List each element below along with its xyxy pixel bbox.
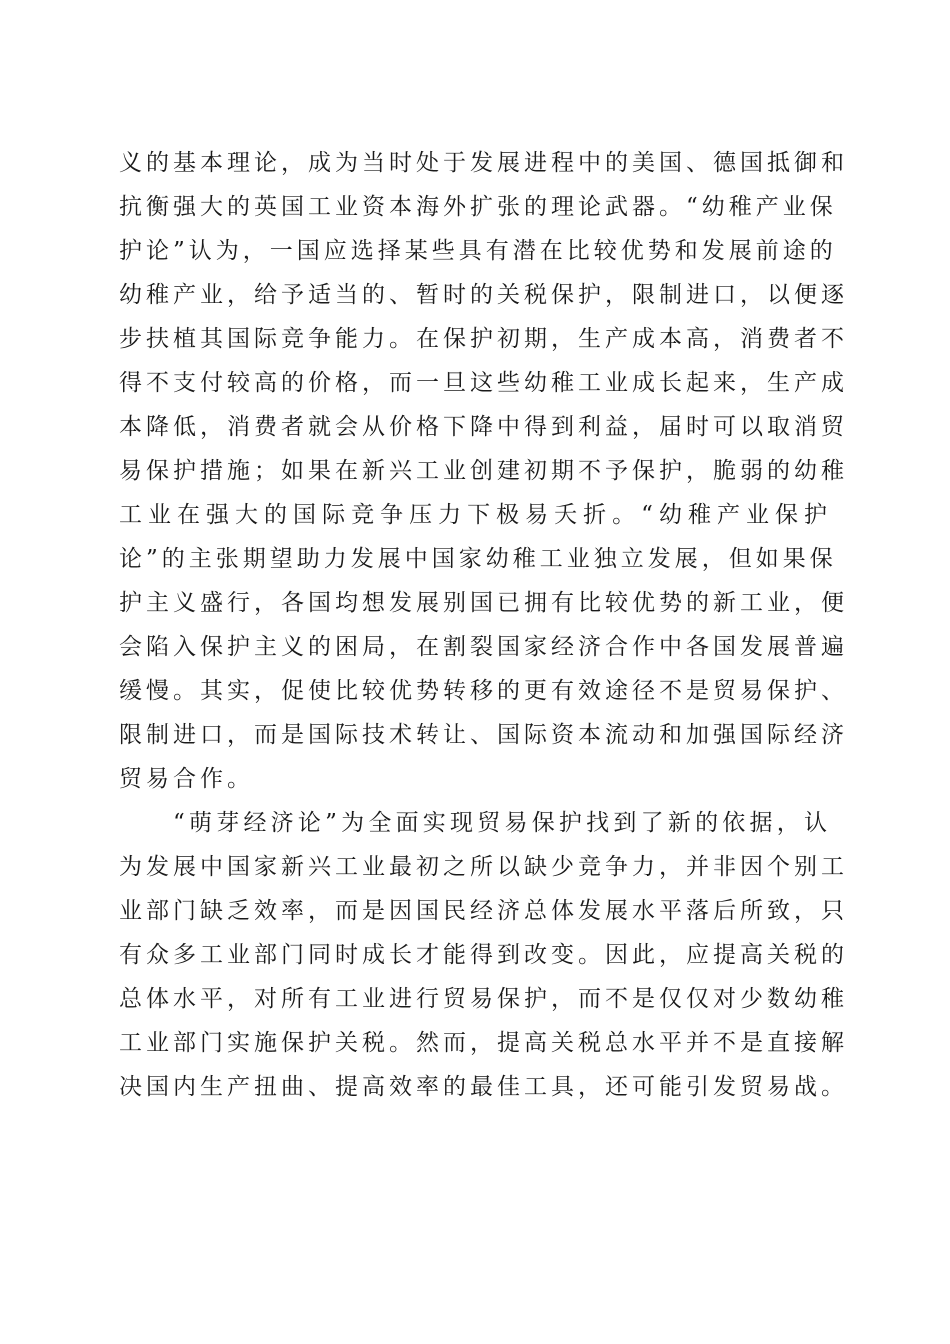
text-line: 护论”认为，一国应选择某些具有潜在比较优势和发展前途的 [119, 238, 837, 264]
text-line: 本降低，消费者就会从价格下降中得到利益，届时可以取消贸 [119, 414, 848, 440]
text-line: 工业在强大的国际竞争压力下极易夭折。“幼稚产业保护 [119, 502, 831, 528]
text-line: 得不支付较高的价格，而一旦这些幼稚工业成长起来，生产成 [119, 370, 848, 396]
text-line: 决国内生产扭曲、提高效率的最佳工具，还可能引发贸易战。 [119, 1074, 848, 1100]
text-line: 会陷入保护主义的困局，在割裂国家经济合作中各国发展普遍 [119, 634, 848, 660]
text-line: 步扶植其国际竞争能力。在保护初期，生产成本高，消费者不 [119, 326, 848, 352]
body-text [119, 141, 848, 1109]
paragraph-2 [119, 801, 848, 1109]
text-line: 抗衡强大的英国工业资本海外扩张的理论武器。“幼稚产业保 [119, 194, 837, 220]
text-line: 缓慢。其实，促使比较优势转移的更有效途径不是贸易保护、 [119, 678, 848, 704]
text-line: 为发展中国家新兴工业最初之所以缺少竞争力，并非因个别工 [119, 854, 848, 880]
text-line: 易保护措施；如果在新兴工业创建初期不予保护，脆弱的幼稚 [119, 458, 848, 484]
text-line: 工业部门实施保护关税。然而，提高关税总水平并不是直接解 [119, 1030, 848, 1056]
paragraph-1 [119, 141, 848, 801]
text-line: 幼稚产业，给予适当的、暂时的关税保护，限制进口，以便逐 [119, 282, 848, 308]
text-line: 总体水平，对所有工业进行贸易保护，而不是仅仅对少数幼稚 [119, 986, 848, 1012]
text-line: 护主义盛行，各国均想发展别国已拥有比较优势的新工业，便 [119, 590, 848, 616]
text-line: 贸易合作。 [119, 766, 254, 792]
text-line: 有众多工业部门同时成长才能得到改变。因此，应提高关税的 [119, 942, 848, 968]
text-line: 业部门缺乏效率，而是因国民经济总体发展水平落后所致，只 [119, 898, 848, 924]
text-line: 论”的主张期望助力发展中国家幼稚工业独立发展，但如果保 [119, 546, 837, 572]
text-line: 限制进口，而是国际技术转让、国际资本流动和加强国际经济 [119, 722, 848, 748]
text-line: “萌芽经济论”为全面实现贸易保护找到了新的依据，认 [173, 810, 831, 836]
text-line: 义的基本理论，成为当时处于发展进程中的美国、德国抵御和 [119, 150, 848, 176]
